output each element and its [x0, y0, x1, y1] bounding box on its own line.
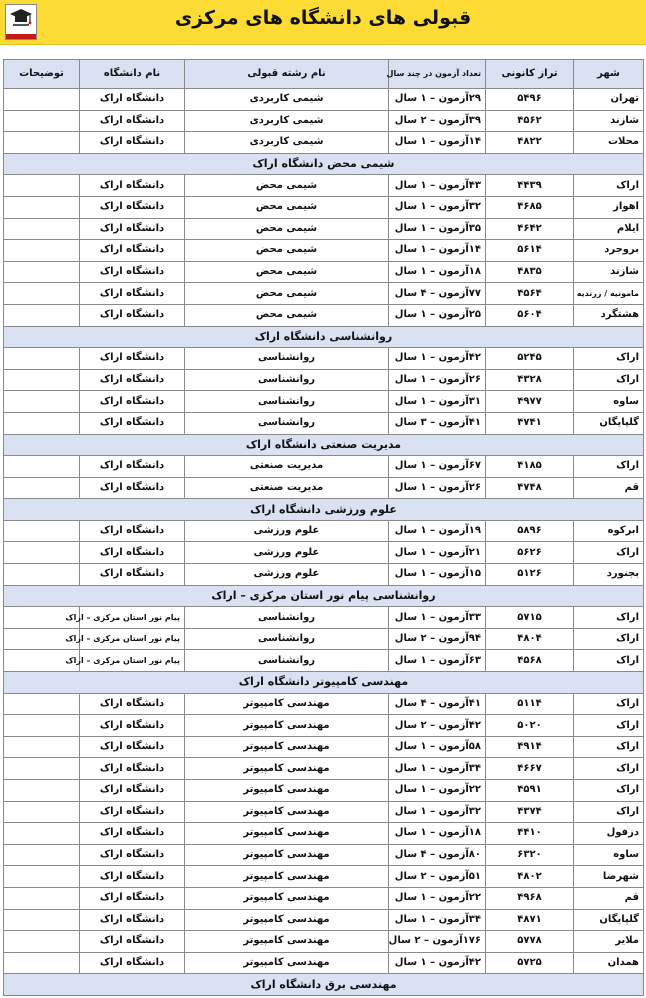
table-row — [4, 412, 644, 434]
notes-cell — [4, 931, 80, 953]
major-cell: مهندسی کامپیوتر — [185, 952, 389, 974]
city-cell: گلپایگان — [574, 412, 644, 434]
exam-count-cell: ۱۴آزمون – ۱ سال — [389, 132, 486, 154]
university-cell: دانشگاه اراک — [80, 909, 185, 931]
major-cell: مهندسی کامپیوتر — [185, 887, 389, 909]
score-cell: ۴۵۹۱ — [486, 780, 574, 802]
university-cell: دانشگاه اراک — [80, 887, 185, 909]
university-cell: دانشگاه اراک — [80, 196, 185, 218]
table-row — [4, 844, 644, 866]
major-cell: روانشناسی — [185, 412, 389, 434]
city-cell: اراک — [574, 758, 644, 780]
notes-cell — [4, 564, 80, 586]
score-cell: ۴۹۷۷ — [486, 391, 574, 413]
city-cell: اراک — [574, 650, 644, 672]
city-cell: اراک — [574, 715, 644, 737]
university-cell: دانشگاه اراک — [80, 175, 185, 197]
exam-count-cell: ۱۹آزمون – ۱ سال — [389, 520, 486, 542]
notes-cell — [4, 110, 80, 132]
score-cell: ۴۵۶۸ — [486, 650, 574, 672]
score-cell: ۵۱۲۶ — [486, 564, 574, 586]
exam-count-cell: ۶۳آزمون – ۱ سال — [389, 650, 486, 672]
table-row — [4, 520, 644, 542]
major-cell: مهندسی کامپیوتر — [185, 866, 389, 888]
notes-cell — [4, 348, 80, 370]
city-cell: اراک — [574, 693, 644, 715]
university-cell: دانشگاه اراک — [80, 693, 185, 715]
score-cell: ۴۵۶۲ — [486, 110, 574, 132]
table-body — [4, 89, 644, 996]
score-cell: ۴۶۸۵ — [486, 196, 574, 218]
city-cell: شهرضا — [574, 866, 644, 888]
score-cell: ۴۸۲۲ — [486, 132, 574, 154]
notes-cell — [4, 542, 80, 564]
major-cell: شیمی محض — [185, 175, 389, 197]
university-cell: دانشگاه اراک — [80, 304, 185, 326]
notes-cell — [4, 887, 80, 909]
major-cell: شیمی محض — [185, 218, 389, 240]
city-cell: ساوه — [574, 844, 644, 866]
notes-cell — [4, 218, 80, 240]
major-cell: شیمی کاربردی — [185, 132, 389, 154]
score-cell: ۴۸۳۵ — [486, 261, 574, 283]
table-row — [4, 866, 644, 888]
exam-count-cell: ۸۰آزمون – ۴ سال — [389, 844, 486, 866]
exam-count-cell: ۳۳آزمون – ۱ سال — [389, 607, 486, 629]
table-row — [4, 283, 644, 305]
city-cell: اراک — [574, 801, 644, 823]
notes-cell — [4, 823, 80, 845]
notes-cell — [4, 261, 80, 283]
notes-cell — [4, 456, 80, 478]
exam-count-cell: ۳۹آزمون – ۲ سال — [389, 110, 486, 132]
section-header-row — [4, 434, 644, 456]
university-cell: پیام نور استان مرکزی – اراک — [80, 650, 185, 672]
university-cell: دانشگاه اراک — [80, 542, 185, 564]
section-title: شیمی محض دانشگاه اراک — [4, 153, 644, 175]
score-cell: ۵۷۱۵ — [486, 607, 574, 629]
section-title: مدیریت صنعتی دانشگاه اراک — [4, 434, 644, 456]
section-header-row — [4, 672, 644, 694]
exam-count-cell: ۱۷۶آزمون – ۲ سال — [389, 931, 486, 953]
score-cell: ۴۸۰۲ — [486, 866, 574, 888]
column-header-city: شهر — [574, 60, 644, 89]
university-cell: دانشگاه اراک — [80, 866, 185, 888]
table-row — [4, 736, 644, 758]
university-cell: دانشگاه اراک — [80, 736, 185, 758]
table-row — [4, 823, 644, 845]
university-cell: دانشگاه اراک — [80, 715, 185, 737]
university-cell: دانشگاه اراک — [80, 780, 185, 802]
university-cell: دانشگاه اراک — [80, 283, 185, 305]
major-cell: مهندسی کامپیوتر — [185, 844, 389, 866]
city-cell: قم — [574, 887, 644, 909]
exam-count-cell: ۴۲آزمون – ۱ سال — [389, 348, 486, 370]
score-cell: ۵۷۲۵ — [486, 952, 574, 974]
exam-count-cell: ۳۲آزمون – ۱ سال — [389, 801, 486, 823]
table-row — [4, 456, 644, 478]
exam-count-cell: ۲۱آزمون – ۱ سال — [389, 542, 486, 564]
section-title: مهندسی برق دانشگاه اراک — [4, 974, 644, 996]
notes-cell — [4, 196, 80, 218]
major-cell: مهندسی کامپیوتر — [185, 758, 389, 780]
major-cell: علوم ورزشی — [185, 564, 389, 586]
city-cell: ایلام — [574, 218, 644, 240]
exam-count-cell: ۶۷آزمون – ۱ سال — [389, 456, 486, 478]
university-cell: دانشگاه اراک — [80, 261, 185, 283]
notes-cell — [4, 780, 80, 802]
major-cell: شیمی محض — [185, 196, 389, 218]
table-row — [4, 391, 644, 413]
table-row — [4, 89, 644, 111]
notes-cell — [4, 866, 80, 888]
city-cell: مامونیه / زرندیه — [574, 283, 644, 305]
exam-count-cell: ۳۲آزمون – ۱ سال — [389, 196, 486, 218]
city-cell: اراک — [574, 736, 644, 758]
column-header-exam-count: تعداد آزمون در چند سال — [389, 60, 486, 89]
score-cell: ۴۹۱۴ — [486, 736, 574, 758]
university-cell: دانشگاه اراک — [80, 391, 185, 413]
column-header-notes: توضیحات — [4, 60, 80, 89]
notes-cell — [4, 477, 80, 499]
major-cell: مهندسی کامپیوتر — [185, 715, 389, 737]
exam-count-cell: ۳۱آزمون – ۱ سال — [389, 391, 486, 413]
notes-cell — [4, 909, 80, 931]
column-header-major: نام رشته قبولی — [185, 60, 389, 89]
table-row — [4, 715, 644, 737]
city-cell: اراک — [574, 348, 644, 370]
notes-cell — [4, 240, 80, 262]
university-cell: دانشگاه اراک — [80, 240, 185, 262]
notes-cell — [4, 89, 80, 111]
table-row — [4, 952, 644, 974]
city-cell: ساوه — [574, 391, 644, 413]
major-cell: مهندسی کامپیوتر — [185, 931, 389, 953]
university-cell: دانشگاه اراک — [80, 477, 185, 499]
major-cell: روانشناسی — [185, 369, 389, 391]
table-row — [4, 261, 644, 283]
major-cell: مهندسی کامپیوتر — [185, 693, 389, 715]
section-title: علوم ورزشی دانشگاه اراک — [4, 499, 644, 521]
exam-count-cell: ۷۷آزمون – ۴ سال — [389, 283, 486, 305]
score-cell: ۴۹۶۸ — [486, 887, 574, 909]
title-banner — [0, 0, 646, 45]
major-cell: شیمی محض — [185, 261, 389, 283]
score-cell: ۵۰۲۰ — [486, 715, 574, 737]
notes-cell — [4, 715, 80, 737]
exam-count-cell: ۹۴آزمون – ۲ سال — [389, 628, 486, 650]
exam-count-cell: ۲۹آزمون – ۱ سال — [389, 89, 486, 111]
page-title: قبولی های دانشگاه های مرکزی — [174, 7, 472, 29]
table-row — [4, 564, 644, 586]
exam-count-cell: ۱۸آزمون – ۱ سال — [389, 823, 486, 845]
table-row — [4, 542, 644, 564]
exam-count-cell: ۲۵آزمون – ۱ سال — [389, 304, 486, 326]
notes-cell — [4, 283, 80, 305]
city-cell: شازند — [574, 110, 644, 132]
section-header-row — [4, 326, 644, 348]
score-cell: ۴۶۴۲ — [486, 218, 574, 240]
university-cell: دانشگاه اراک — [80, 758, 185, 780]
exam-count-cell: ۳۴آزمون – ۱ سال — [389, 758, 486, 780]
exam-count-cell: ۵۸آزمون – ۱ سال — [389, 736, 486, 758]
table-row — [4, 628, 644, 650]
exam-count-cell: ۲۶آزمون – ۱ سال — [389, 369, 486, 391]
table-row — [4, 650, 644, 672]
city-cell: اراک — [574, 628, 644, 650]
exam-count-cell: ۳۴آزمون – ۱ سال — [389, 909, 486, 931]
score-cell: ۴۷۴۸ — [486, 477, 574, 499]
score-cell: ۴۳۷۴ — [486, 801, 574, 823]
table-row — [4, 110, 644, 132]
university-cell: پیام نور استان مرکزی – اراک — [80, 628, 185, 650]
city-cell: اراک — [574, 607, 644, 629]
exam-count-cell: ۴۲آزمون – ۱ سال — [389, 952, 486, 974]
table-row — [4, 477, 644, 499]
score-cell: ۵۶۱۴ — [486, 240, 574, 262]
exam-count-cell: ۳۵آزمون – ۱ سال — [389, 218, 486, 240]
university-cell: دانشگاه اراک — [80, 89, 185, 111]
score-cell: ۵۷۷۸ — [486, 931, 574, 953]
major-cell: مهندسی کامپیوتر — [185, 801, 389, 823]
section-title: روانشناسی دانشگاه اراک — [4, 326, 644, 348]
major-cell: علوم ورزشی — [185, 542, 389, 564]
exam-count-cell: ۲۲آزمون – ۱ سال — [389, 780, 486, 802]
university-cell: دانشگاه اراک — [80, 952, 185, 974]
university-cell: دانشگاه اراک — [80, 456, 185, 478]
exam-count-cell: ۲۶آزمون – ۱ سال — [389, 477, 486, 499]
score-cell: ۵۸۹۶ — [486, 520, 574, 542]
notes-cell — [4, 801, 80, 823]
city-cell: ملایر — [574, 931, 644, 953]
section-header-row — [4, 974, 644, 996]
score-cell: ۵۱۱۴ — [486, 693, 574, 715]
university-cell: دانشگاه اراک — [80, 218, 185, 240]
city-cell: هشتگرد — [574, 304, 644, 326]
score-cell: ۵۴۹۶ — [486, 89, 574, 111]
city-cell: گلپایگان — [574, 909, 644, 931]
table-row — [4, 196, 644, 218]
major-cell: شیمی محض — [185, 240, 389, 262]
major-cell: روانشناسی — [185, 650, 389, 672]
table-row — [4, 175, 644, 197]
table-row — [4, 758, 644, 780]
table-row — [4, 218, 644, 240]
score-cell: ۶۳۲۰ — [486, 844, 574, 866]
section-header-row — [4, 153, 644, 175]
score-cell: ۴۴۳۹ — [486, 175, 574, 197]
city-cell: قم — [574, 477, 644, 499]
university-cell: دانشگاه اراک — [80, 823, 185, 845]
major-cell: مدیریت صنعتی — [185, 477, 389, 499]
notes-cell — [4, 758, 80, 780]
city-cell: محلات — [574, 132, 644, 154]
exam-count-cell: ۱۸آزمون – ۱ سال — [389, 261, 486, 283]
notes-cell — [4, 844, 80, 866]
major-cell: روانشناسی — [185, 391, 389, 413]
table-row — [4, 693, 644, 715]
score-cell: ۴۵۶۴ — [486, 283, 574, 305]
table-row — [4, 931, 644, 953]
score-cell: ۵۶۰۴ — [486, 304, 574, 326]
city-cell: اراک — [574, 780, 644, 802]
exam-count-cell: ۴۱آزمون – ۳ سال — [389, 412, 486, 434]
city-cell: بجنورد — [574, 564, 644, 586]
score-cell: ۴۶۶۷ — [486, 758, 574, 780]
university-cell: دانشگاه اراک — [80, 520, 185, 542]
major-cell: شیمی کاربردی — [185, 89, 389, 111]
notes-cell — [4, 132, 80, 154]
city-cell: اراک — [574, 456, 644, 478]
city-cell: اهواز — [574, 196, 644, 218]
table-row — [4, 607, 644, 629]
column-header-university: نام دانشگاه — [80, 60, 185, 89]
university-cell: دانشگاه اراک — [80, 369, 185, 391]
notes-cell — [4, 369, 80, 391]
major-cell: شیمی محض — [185, 283, 389, 305]
university-cell: دانشگاه اراک — [80, 844, 185, 866]
exam-count-cell: ۴۲آزمون – ۲ سال — [389, 715, 486, 737]
exam-count-cell: ۵۱آزمون – ۲ سال — [389, 866, 486, 888]
university-cell: پیام نور استان مرکزی – اراک — [80, 607, 185, 629]
score-cell: ۴۷۴۱ — [486, 412, 574, 434]
table-row — [4, 909, 644, 931]
university-cell: دانشگاه اراک — [80, 412, 185, 434]
major-cell: شیمی کاربردی — [185, 110, 389, 132]
notes-cell — [4, 175, 80, 197]
city-cell: ابرکوه — [574, 520, 644, 542]
table-header-row — [4, 60, 644, 89]
city-cell: شازند — [574, 261, 644, 283]
score-cell: ۴۸۷۱ — [486, 909, 574, 931]
score-cell: ۴۴۱۰ — [486, 823, 574, 845]
table-row — [4, 369, 644, 391]
table-row — [4, 240, 644, 262]
table-row — [4, 348, 644, 370]
notes-cell — [4, 304, 80, 326]
score-cell: ۴۸۰۴ — [486, 628, 574, 650]
table-row — [4, 887, 644, 909]
major-cell: مهندسی کامپیوتر — [185, 780, 389, 802]
section-header-row — [4, 499, 644, 521]
city-cell: اراک — [574, 369, 644, 391]
major-cell: مهندسی کامپیوتر — [185, 823, 389, 845]
column-header-score: تراز کانونی — [486, 60, 574, 89]
notes-cell — [4, 952, 80, 974]
university-cell: دانشگاه اراک — [80, 110, 185, 132]
major-cell: روانشناسی — [185, 628, 389, 650]
major-cell: علوم ورزشی — [185, 520, 389, 542]
section-title: روانشناسی پیام نور استان مرکزی – اراک — [4, 585, 644, 607]
major-cell: شیمی محض — [185, 304, 389, 326]
table-row — [4, 304, 644, 326]
major-cell: مهندسی کامپیوتر — [185, 909, 389, 931]
exam-count-cell: ۱۵آزمون – ۱ سال — [389, 564, 486, 586]
city-cell: همدان — [574, 952, 644, 974]
exam-count-cell: ۴۳آزمون – ۱ سال — [389, 175, 486, 197]
major-cell: مدیریت صنعتی — [185, 456, 389, 478]
exam-count-cell: ۱۴آزمون – ۱ سال — [389, 240, 486, 262]
major-cell: روانشناسی — [185, 607, 389, 629]
score-cell: ۴۱۸۵ — [486, 456, 574, 478]
city-cell: اراک — [574, 175, 644, 197]
city-cell: بروجرد — [574, 240, 644, 262]
table-row — [4, 801, 644, 823]
notes-cell — [4, 520, 80, 542]
exam-count-cell: ۴۱آزمون – ۴ سال — [389, 693, 486, 715]
major-cell: مهندسی کامپیوتر — [185, 736, 389, 758]
score-cell: ۴۳۲۸ — [486, 369, 574, 391]
university-cell: دانشگاه اراک — [80, 132, 185, 154]
admissions-table — [3, 59, 644, 996]
city-cell: دزفول — [574, 823, 644, 845]
university-cell: دانشگاه اراک — [80, 564, 185, 586]
university-cell: دانشگاه اراک — [80, 931, 185, 953]
notes-cell — [4, 412, 80, 434]
university-cell: دانشگاه اراک — [80, 801, 185, 823]
city-cell: اراک — [574, 542, 644, 564]
section-title: مهندسی کامپیوتر دانشگاه اراک — [4, 672, 644, 694]
score-cell: ۵۲۴۵ — [486, 348, 574, 370]
major-cell: روانشناسی — [185, 348, 389, 370]
notes-cell — [4, 693, 80, 715]
city-cell: تهران — [574, 89, 644, 111]
section-header-row — [4, 585, 644, 607]
table-row — [4, 780, 644, 802]
table-row — [4, 132, 644, 154]
exam-count-cell: ۲۲آزمون – ۱ سال — [389, 887, 486, 909]
university-cell: دانشگاه اراک — [80, 348, 185, 370]
notes-cell — [4, 391, 80, 413]
notes-cell — [4, 736, 80, 758]
score-cell: ۵۶۲۶ — [486, 542, 574, 564]
